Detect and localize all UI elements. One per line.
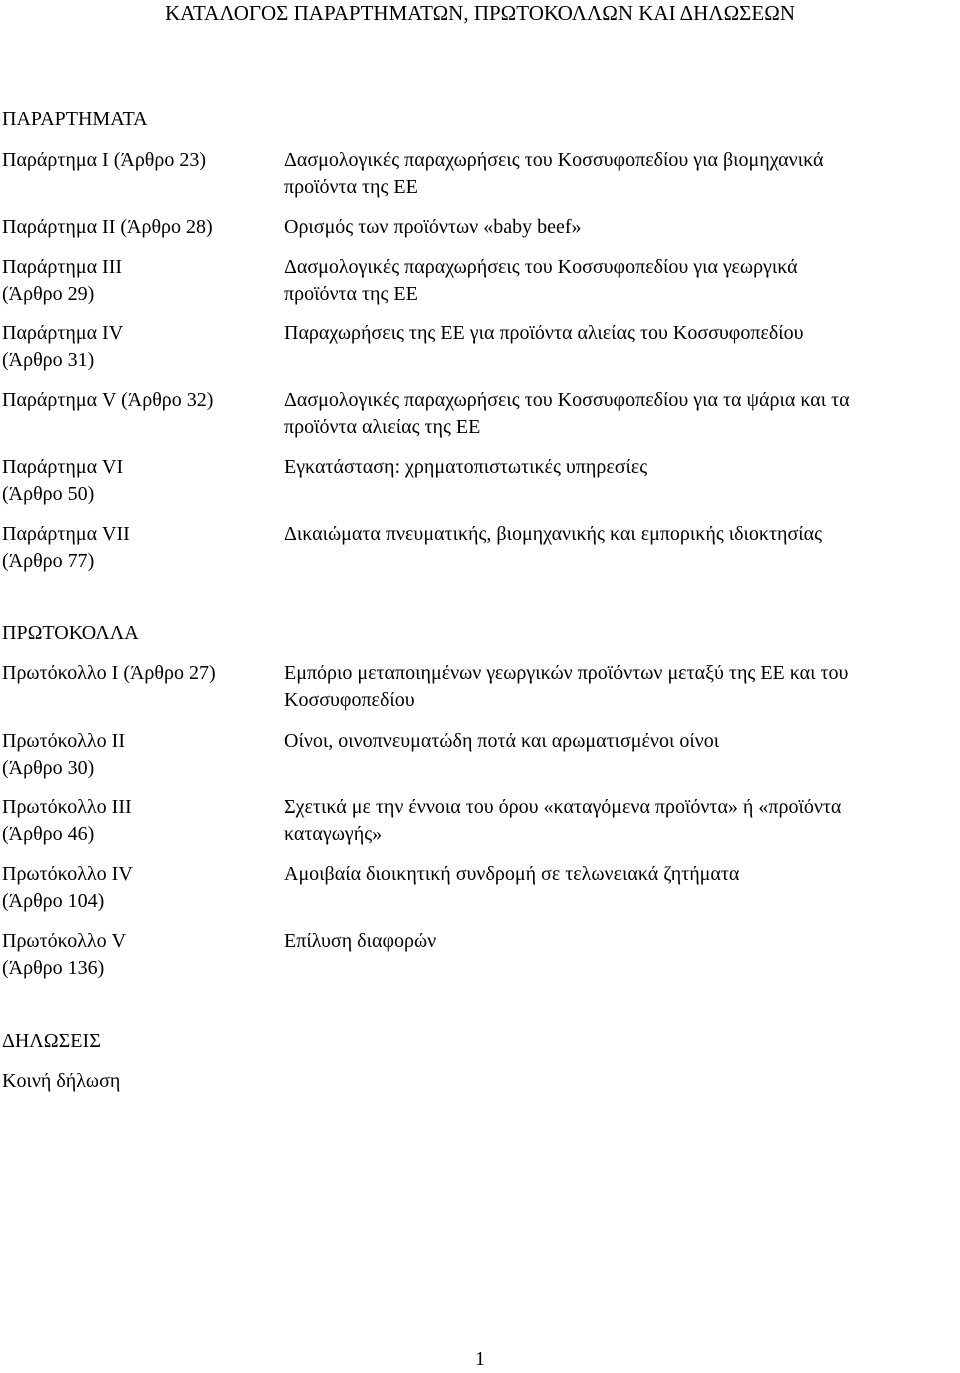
annex-description-cont: προϊόντα αλιείας της ΕΕ xyxy=(284,416,481,438)
protocol-article: (Άρθρο 104) xyxy=(2,890,105,912)
protocol-label: Πρωτόκολλο I (Άρθρο 27) xyxy=(2,662,216,684)
annex-label: Παράρτημα IV xyxy=(2,322,124,344)
annex-article: (Άρθρο 50) xyxy=(2,483,95,505)
annex-row xyxy=(2,454,960,508)
annex-article: (Άρθρο 31) xyxy=(2,349,95,371)
protocol-article: (Άρθρο 46) xyxy=(2,823,95,845)
declaration-item: Κοινή δήλωση xyxy=(2,1070,121,1092)
annex-row xyxy=(2,147,960,201)
annex-row xyxy=(2,521,960,575)
annex-description: Δικαιώματα πνευματικής, βιομηχανικής και εμπορικής ιδιοκτησίας xyxy=(284,523,823,545)
protocol-label: Πρωτόκολλο II xyxy=(2,730,125,752)
protocol-description: Επίλυση διαφορών xyxy=(284,930,437,952)
protocol-label: Πρωτόκολλο III xyxy=(2,796,132,818)
protocol-label: Πρωτόκολλο V xyxy=(2,930,127,952)
protocol-row xyxy=(2,928,960,982)
annex-label: Παράρτημα VI xyxy=(2,456,124,478)
protocols-heading: ΠΡΩΤΟΚΟΛΛΑ xyxy=(2,622,139,644)
protocol-row xyxy=(2,794,960,848)
annex-description: Δασμολογικές παραχωρήσεις του Κοσσυφοπεδίου για γεωργικά xyxy=(284,256,798,278)
protocol-description: Αμοιβαία διοικητική συνδρομή σε τελωνειακά ζητήματα xyxy=(284,863,740,885)
protocol-row xyxy=(2,861,960,915)
protocol-description-cont: Κοσσυφοπεδίου xyxy=(284,689,415,711)
annex-description: Παραχωρήσεις της ΕΕ για προϊόντα αλιείας του Κοσσυφοπεδίου xyxy=(284,322,804,344)
annex-description-cont: προϊόντα της ΕΕ xyxy=(284,283,418,305)
page-number: 1 xyxy=(475,1348,485,1370)
annex-label: Παράρτημα III xyxy=(2,256,123,278)
annex-row xyxy=(2,214,960,241)
annex-description: Ορισμός των προϊόντων «baby beef» xyxy=(284,216,582,238)
protocol-description: Σχετικά με την έννοια του όρου «καταγόμενα προϊόντα» ή «προϊόντα xyxy=(284,796,842,818)
protocol-label: Πρωτόκολλο IV xyxy=(2,863,133,885)
annex-article: (Άρθρο 29) xyxy=(2,283,95,305)
annex-label: Παράρτημα I (Άρθρο 23) xyxy=(2,149,207,171)
annex-row xyxy=(2,387,960,441)
declarations-heading: ΔΗΛΩΣΕΙΣ xyxy=(2,1030,101,1052)
protocol-article: (Άρθρο 30) xyxy=(2,757,95,779)
annex-label: Παράρτημα V (Άρθρο 32) xyxy=(2,389,214,411)
annex-row xyxy=(2,254,960,308)
protocol-description: Οίνοι, οινοπνευματώδη ποτά και αρωματισμένοι οίνοι xyxy=(284,730,720,752)
annex-row xyxy=(2,320,960,374)
protocol-row xyxy=(2,728,960,782)
annex-description: Δασμολογικές παραχωρήσεις του Κοσσυφοπεδίου για βιομηχανικά xyxy=(284,149,824,171)
protocol-article: (Άρθρο 136) xyxy=(2,957,105,979)
protocol-description: Εμπόριο μεταποιημένων γεωργικών προϊόντων μεταξύ της ΕΕ και του xyxy=(284,662,849,684)
annex-description: Εγκατάσταση: χρηματοπιστωτικές υπηρεσίες xyxy=(284,456,648,478)
annex-label: Παράρτημα VII xyxy=(2,523,130,545)
document-title: ΚΑΤΑΛΟΓΟΣ ΠΑΡΑΡΤΗΜΑΤΩΝ, ΠΡΩΤΟΚΟΛΛΩΝ ΚΑΙ ΔΗΛΩΣΕΩΝ xyxy=(165,1,795,25)
annex-article: (Άρθρο 77) xyxy=(2,550,95,572)
annex-label: Παράρτημα II (Άρθρο 28) xyxy=(2,216,213,238)
protocol-row xyxy=(2,660,960,714)
protocol-description-cont: καταγωγής» xyxy=(284,823,383,845)
annexes-heading: ΠΑΡΑΡΤΗΜΑΤΑ xyxy=(2,108,148,130)
annex-description-cont: προϊόντα της ΕΕ xyxy=(284,176,418,198)
annex-description: Δασμολογικές παραχωρήσεις του Κοσσυφοπεδίου για τα ψάρια και τα xyxy=(284,389,850,411)
